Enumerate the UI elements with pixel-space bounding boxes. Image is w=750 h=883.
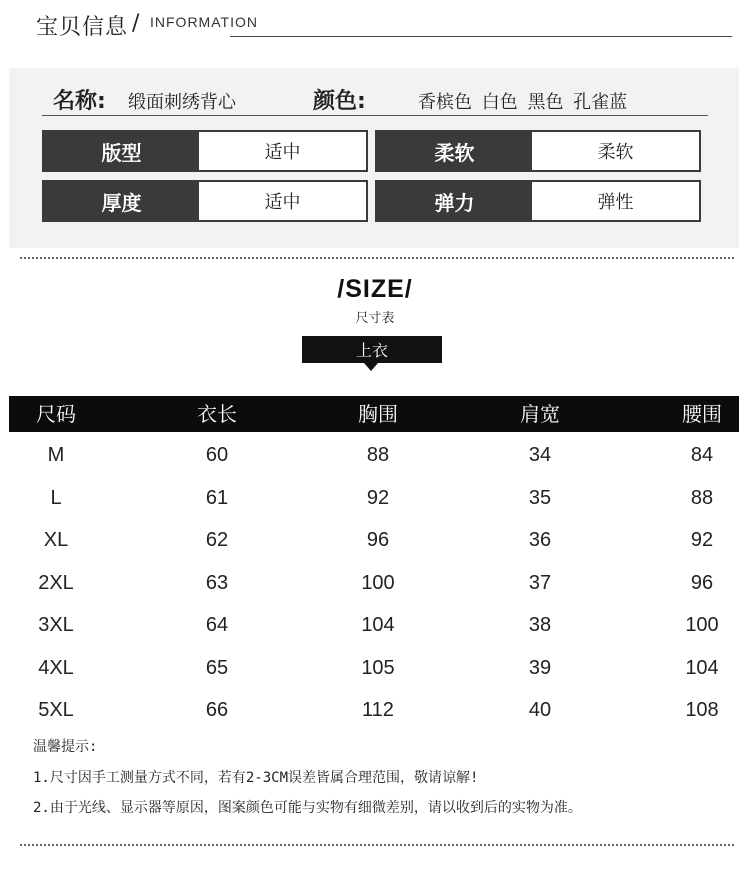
attribute-key: 柔软 <box>377 132 532 170</box>
table-cell: 100 <box>685 614 719 636</box>
section-title-en: INFORMATION <box>150 14 258 30</box>
table-cell: XL <box>43 529 69 551</box>
attribute-value: 适中 <box>264 192 301 213</box>
attribute-value: 弹性 <box>597 192 634 213</box>
header-length: 衣长 <box>197 402 237 426</box>
attribute-fit <box>42 130 368 172</box>
section-title: 宝贝信息 <box>36 15 129 40</box>
attribute-key: 弹力 <box>377 182 532 220</box>
table-cell: 104 <box>685 656 719 679</box>
table-cell: 96 <box>366 529 390 551</box>
table-cell: 60 <box>205 444 229 466</box>
info-divider <box>42 115 708 116</box>
attribute-value: 柔软 <box>597 142 634 163</box>
tips-title: 温馨提示: <box>33 739 98 755</box>
table-cell: 105 <box>361 656 395 679</box>
size-title: /SIZE/ <box>337 275 413 303</box>
header-chest: 胸围 <box>358 402 398 426</box>
table-cell: 104 <box>361 614 395 636</box>
table-cell: 5XL <box>38 699 74 721</box>
table-cell: 65 <box>205 656 229 679</box>
name-label: 名称: <box>53 89 106 114</box>
table-cell: 37 <box>528 571 552 594</box>
table-cell: 34 <box>528 444 552 466</box>
table-cell: 39 <box>528 656 552 679</box>
table-cell: 63 <box>205 571 229 594</box>
table-cell: L <box>50 486 62 509</box>
table-cell: 61 <box>205 486 229 509</box>
size-subtitle: 尺寸表 <box>355 311 395 326</box>
header-shoulder: 肩宽 <box>520 402 560 426</box>
dotted-divider <box>20 844 734 846</box>
attribute-value: 适中 <box>264 142 301 163</box>
product-name: 缎面刺绣背心 <box>128 92 236 113</box>
dotted-divider <box>20 257 734 259</box>
table-cell: 84 <box>690 444 714 466</box>
header-waist: 腰围 <box>682 402 722 426</box>
table-cell: 100 <box>361 571 395 594</box>
table-cell: 112 <box>362 699 394 721</box>
table-cell: 88 <box>690 486 714 509</box>
table-cell: M <box>47 444 65 466</box>
table-cell: 92 <box>366 486 390 509</box>
table-cell: 4XL <box>38 656 74 679</box>
table-cell: 108 <box>685 699 719 721</box>
tip-item: 2.由于光线、显示器等原因，图案颜色可能与实物有细微差别，请以收到后的实物为准。 <box>33 800 582 816</box>
color-label: 颜色: <box>313 89 366 114</box>
table-cell: 64 <box>205 614 229 636</box>
tip-item: 1.尺寸因手工测量方式不同，若有2-3CM误差皆属合理范围，敬请谅解! <box>33 770 479 786</box>
table-cell: 38 <box>528 614 552 636</box>
attribute-key: 厚度 <box>44 182 199 220</box>
attribute-key: 版型 <box>44 132 199 170</box>
table-cell: 66 <box>205 699 229 721</box>
table-cell: 40 <box>528 699 552 721</box>
header-size: 尺码 <box>36 402 76 426</box>
category-tag: 上衣 <box>302 336 442 363</box>
header-divider <box>230 36 732 37</box>
table-cell: 35 <box>528 486 552 509</box>
color-options: 香槟色 白色 黑色 孔雀蓝 <box>418 92 628 113</box>
attribute-elasticity <box>375 180 701 222</box>
title-slash: / <box>132 11 140 36</box>
table-cell: 3XL <box>38 614 74 636</box>
table-cell: 96 <box>690 571 714 594</box>
attribute-softness <box>375 130 701 172</box>
table-cell: 88 <box>366 444 390 466</box>
table-cell: 92 <box>690 529 714 551</box>
attribute-thickness <box>42 180 368 222</box>
table-cell: 2XL <box>38 571 74 594</box>
table-cell: 36 <box>528 529 552 551</box>
tag-pointer <box>364 363 378 371</box>
table-cell: 62 <box>205 529 229 551</box>
